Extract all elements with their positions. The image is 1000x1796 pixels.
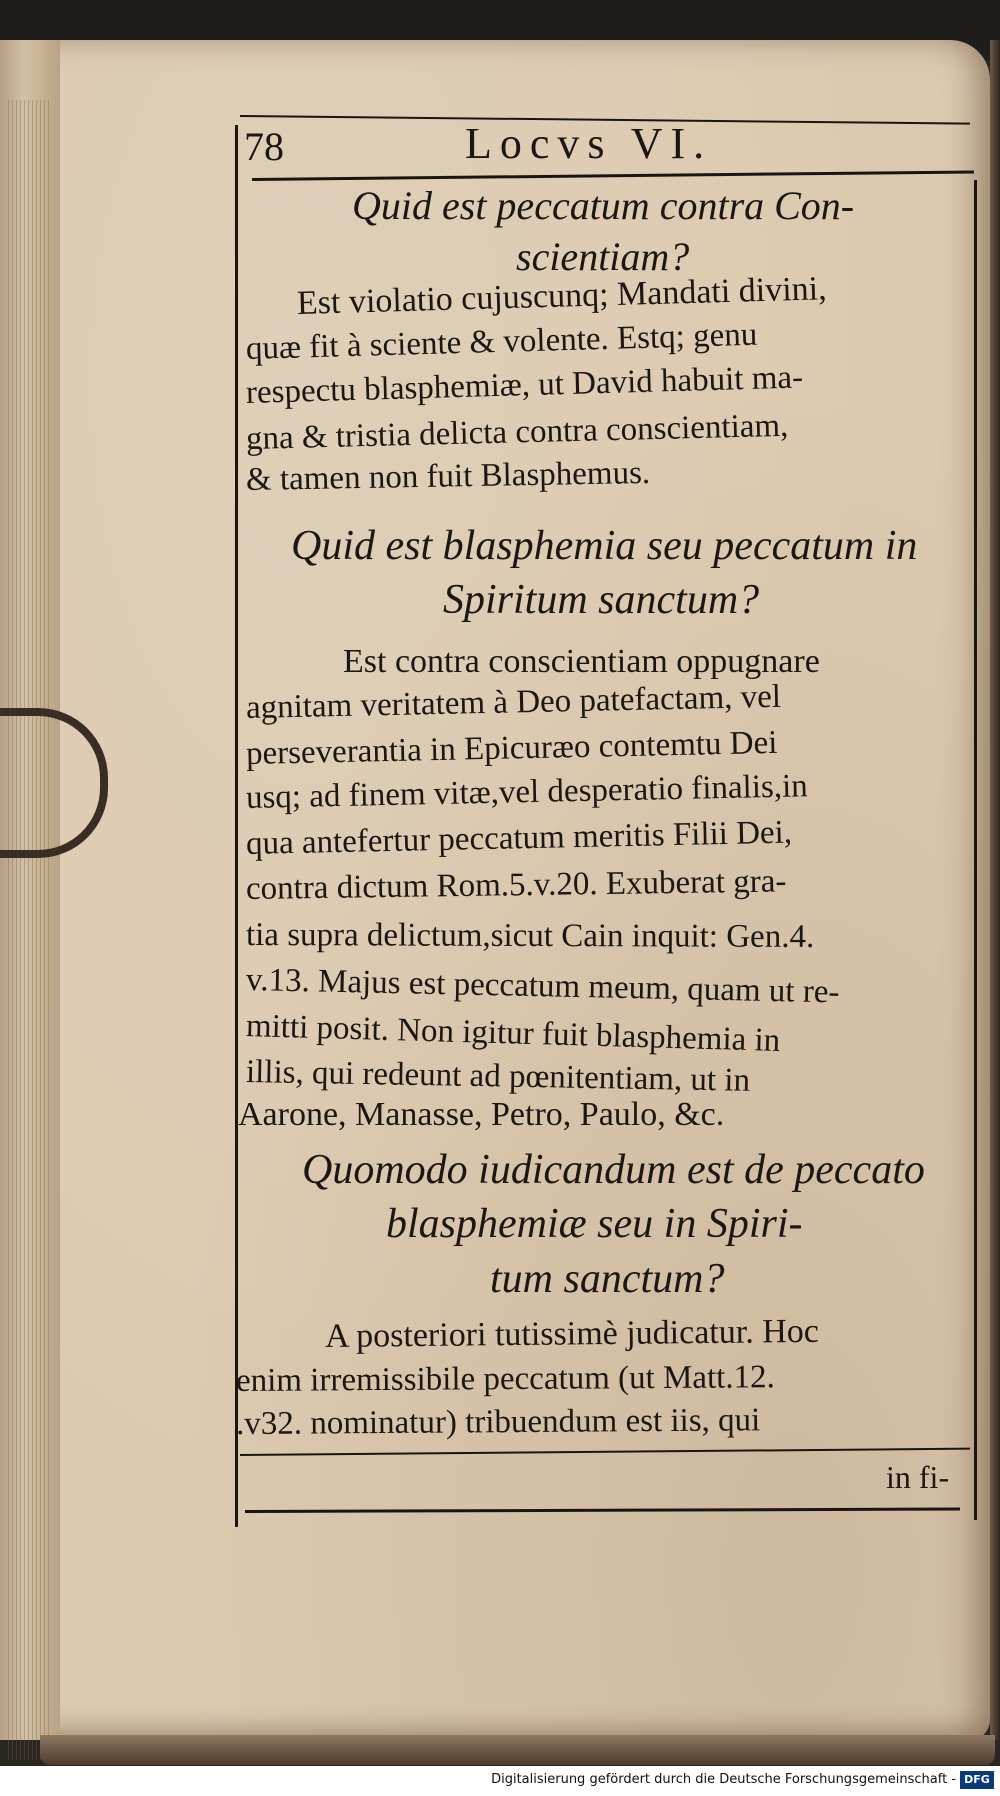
- catchword: in fi-: [886, 1459, 950, 1495]
- dfg-logo: DFG: [960, 1771, 994, 1789]
- book-bottom-edge: [40, 1735, 995, 1765]
- answer-line: respectu blasphemiæ, ut David habuit ma-: [245, 359, 804, 411]
- answer-line: usq; ad finem vitæ,vel desperatio finalis,in: [245, 768, 809, 816]
- answer-line: tia supra delictum,sicut Cain inquit: Gen.4.: [245, 917, 815, 955]
- answer-line: contra dictum Rom.5.v.20. Exuberat gra-: [245, 863, 787, 907]
- answer-line: illis, qui redeunt ad pœnitentiam, ut in: [245, 1054, 751, 1099]
- answer-line: Est violatio cujuscunq; Mandati divini,: [296, 270, 828, 322]
- question-heading: Quomodo iudicandum est de peccato: [302, 1147, 925, 1193]
- answer-line: qua antefertur peccatum meritis Filii Dei,: [245, 814, 793, 862]
- answer-line: mitti posit. Non igitur fuit blasphemia in: [245, 1008, 781, 1059]
- answer-line: gna & tristia delicta contra conscientiam,: [245, 407, 789, 457]
- answer-line: Est contra conscientiam oppugnare: [343, 643, 820, 680]
- question-heading: Quid est blasphemia seu peccatum in: [291, 523, 918, 569]
- page-shadow: [990, 40, 1000, 1740]
- answer-line: v.13. Majus est peccatum meum, quam ut re-: [245, 962, 840, 1011]
- question-heading: blasphemiæ seu in Spiri-: [386, 1201, 803, 1247]
- question-heading: scientiam?: [516, 234, 690, 279]
- question-heading: Spiritum sanctum?: [443, 577, 760, 623]
- answer-line: A posteriori tutissimè judicatur. Hoc: [324, 1312, 820, 1355]
- book-fore-edge: [0, 40, 60, 1740]
- answer-line: & tamen non fuit Blasphemus.: [245, 454, 651, 498]
- answer-line: enim irremissibile peccatum (ut Matt.12.: [235, 1359, 775, 1399]
- page-edge-lines: [8, 100, 52, 1760]
- answer-line: .v32. nominatur) tribuendum est iis, qui: [235, 1402, 761, 1442]
- frame-rule-right: [974, 180, 977, 1520]
- page-number: 78: [244, 124, 284, 169]
- question-heading: tum sanctum?: [490, 1256, 725, 1302]
- answer-line: agnitam veritatem à Deo patefactam, vel: [245, 678, 782, 726]
- digitization-credit: Digitalisierung gefördert durch die Deutsche Forschungsgemeinschaft -: [491, 1772, 956, 1787]
- frame-rule-left: [235, 125, 238, 1527]
- answer-line: Aarone, Manasse, Petro, Paulo, &c.: [238, 1096, 725, 1133]
- question-heading: Quid est peccatum contra Con-: [352, 183, 855, 228]
- running-head: Locvs VI.: [465, 119, 713, 168]
- answer-line: quæ fit à sciente & volente. Estq; genu: [245, 316, 758, 367]
- answer-line: perseverantia in Epicuræo contemtu Dei: [245, 724, 778, 772]
